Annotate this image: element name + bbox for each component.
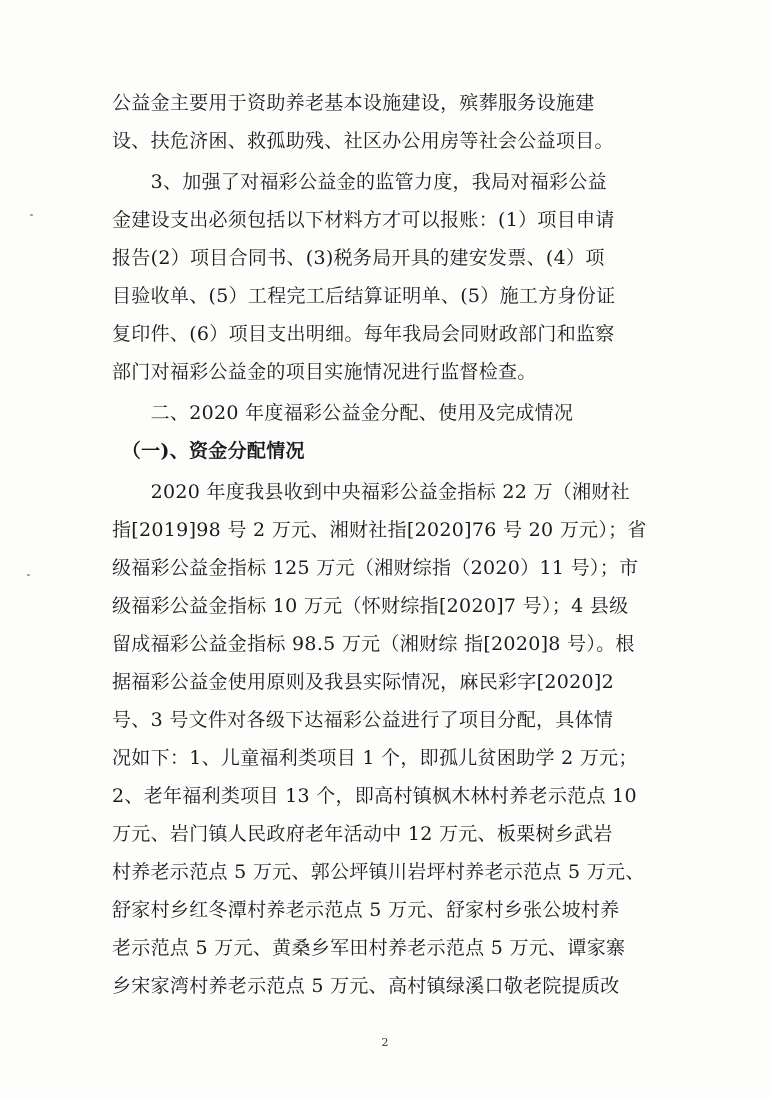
paragraph-line: 万元、岩门镇人民政府老年活动中 12 万元、板栗树乡武岩 [112, 823, 613, 845]
paragraph-line: 舒家村乡红冬潭村养老示范点 5 万元、舒家村乡张公坡村养 [112, 899, 620, 921]
paragraph-line: 级福彩公益金指标 125 万元（湘财综指（2020）11 号）；市 [112, 557, 639, 579]
paragraph-line: 金建设支出必须包括以下材料方才可以报账：(1）项目申请 [112, 209, 615, 231]
paragraph-line: 村养老示范点 5 万元、郭公坪镇川岩坪村养老示范点 5 万元、 [112, 861, 645, 883]
paragraph-line: 目验收单、(5）工程完工后结算证明单、(5）施工方身份证 [112, 285, 616, 307]
paragraph-line: 部门对福彩公益金的项目实施情况进行监督检查。 [112, 361, 537, 383]
paragraph-line: 乡宋家湾村养老示范点 5 万元、高村镇绿溪口敬老院提质改 [112, 975, 620, 997]
paragraph-line: 设、扶危济困、救孤助残、社区办公用房等社会公益项目。 [112, 130, 614, 152]
paragraph-line: 况如下：1、儿童福利类项目 1 个，即孤儿贫困助学 2 万元； [112, 747, 638, 769]
paragraph-line: 老示范点 5 万元、黄桑乡军田村养老示范点 5 万元、谭家寨 [112, 937, 626, 959]
paragraph-line: 2、老年福利类项目 13 个，即高村镇枫木林村养老示范点 10 [112, 785, 637, 807]
paragraph-line: 3、加强了对福彩公益金的监管力度，我局对福彩公益 [112, 171, 607, 193]
paragraph-line: 公益金主要用于资助养老基本设施建设，殡葬服务设施建 [112, 92, 595, 114]
paragraph-line: 留成福彩公益金指标 98.5 万元（湘财综 指[2020]8 号）。根 [112, 633, 635, 655]
subsection-heading: （一)、资金分配情况 [112, 440, 305, 462]
paragraph-line: 2020 年度我县收到中央福彩公益金指标 22 万（湘财社 [112, 481, 630, 503]
paragraph-line: 级福彩公益金指标 10 万元（怀财综指[2020]7 号）；4 县级 [112, 595, 629, 617]
page-number: 2 [381, 1036, 389, 1049]
paragraph-line: 指[2019]98 号 2 万元、湘财社指[2020]76 号 20 万元）；省 [112, 519, 647, 541]
scan-speck [30, 214, 33, 216]
section-heading: 二、2020 年度福彩公益金分配、使用及完成情况 [112, 402, 574, 424]
paragraph-line: 号、3 号文件对各级下达福彩公益进行了项目分配，具体情 [112, 709, 614, 731]
body-text [112, 84, 677, 1005]
paragraph-line: 报告(2）项目合同书、(3)税务局开具的建安发票、(4）项 [112, 247, 605, 269]
scan-speck [27, 574, 30, 576]
paragraph-line: 复印件、(6）项目支出明细。每年我局会同财政部门和监察 [112, 323, 615, 345]
paragraph-line: 据福彩公益金使用原则及我县实际情况，麻民彩字[2020]2 [112, 671, 614, 693]
